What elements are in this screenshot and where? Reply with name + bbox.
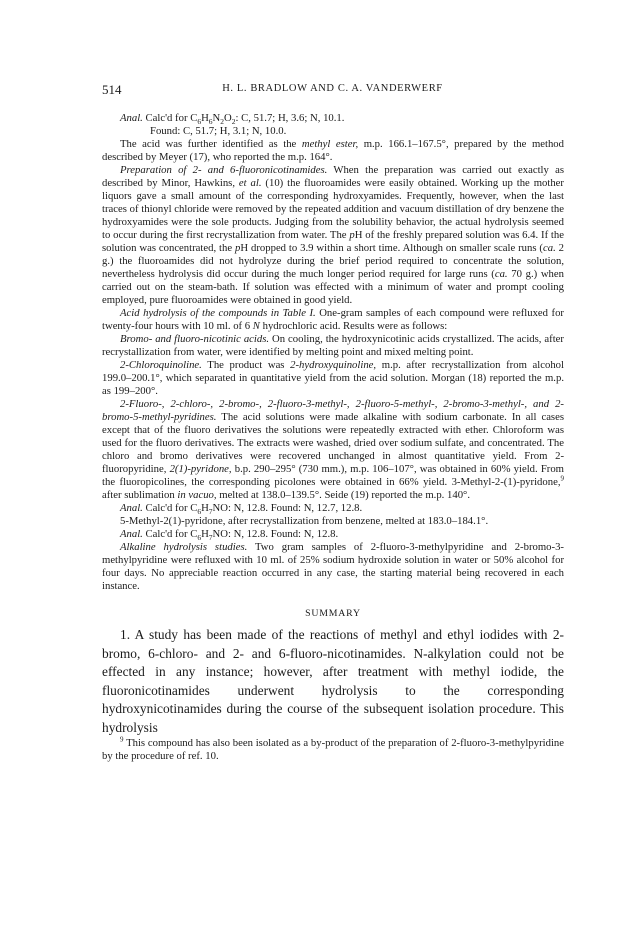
paragraph-pyridines	[102, 398, 564, 502]
italic-text: methyl ester,	[301, 138, 359, 150]
text-run: NO: N, 12.8. Found: N, 12.7, 12.8.	[212, 502, 363, 514]
subscript: 2	[231, 117, 236, 127]
running-title: H. L. BRADLOW AND C. A. VANDERWERF	[222, 83, 443, 94]
paragraph-anal3	[102, 528, 564, 541]
subscript: 7	[208, 533, 213, 543]
italic-text: ca.	[542, 242, 556, 254]
text-run: after sublimation	[102, 489, 178, 501]
text-run: The acid solutions were made alkaline with sodium carbonate. In all cases except that of the fluoro derivatives the solutions were repeatedly extracted with ether. Chloroform was used for the fluoro derivatives. The extracts were washed, dried over sodium sulfate, and concentrated. The chloro and bromo derivatives were recovered unchanged in almost quantitative yield. From 2-fluoropyridine,	[102, 411, 564, 475]
summary-heading: SUMMARY	[305, 608, 361, 619]
text-run: Found: C, 51.7; H, 3.1; N, 10.0.	[150, 125, 287, 137]
italic-text: Anal.	[120, 502, 143, 514]
paragraph-found1	[102, 125, 564, 138]
text-run: One-gram samples of each compound were refluxed for twenty-four hours with 10 ml. of 6	[102, 307, 564, 332]
paragraph-acid-ident	[102, 138, 564, 164]
experimental-section	[102, 112, 564, 593]
italic-text: Bromo- and fluoro-nicotinic acids.	[120, 333, 270, 345]
text-run: The acid was further identified as the	[120, 138, 302, 150]
text-run: H	[201, 502, 209, 514]
paragraph-methylpyridone	[102, 515, 564, 528]
footnote-ref: 9	[560, 474, 564, 483]
subscript: 2	[220, 117, 225, 127]
paragraph-bromo-fluoro	[102, 333, 564, 359]
text-run: Calc'd for C	[142, 528, 198, 540]
italic-text: et al.	[238, 177, 262, 189]
italic-text: Acid hydrolysis of the compounds in Table I.	[120, 307, 316, 319]
text-run: Calc'd for C	[142, 502, 198, 514]
text-run: H of the freshly prepared solution was 6.4. If the solution was concentrated, the	[102, 229, 564, 254]
text-run: 70 g.) when carried out on the steam-bath. If solution was effected with a minimum of water and prompt cooling employed, pure fluoroamides were obtained in good yield.	[102, 268, 564, 306]
paragraph-anal2	[102, 502, 564, 515]
italic-text: p	[349, 229, 355, 241]
paragraph-anal1	[102, 112, 564, 125]
text-run: Two gram samples of 2-fluoro-3-methylpyridine and 2-bromo-3-methylpyridine were refluxed with 10 ml. of 25% sodium hydroxide solution in water or 50% alcohol for four days. No appreciable reaction occurred in any case, the starting material being recovered in each instance.	[102, 541, 564, 592]
text-run: Calc'd for C	[142, 112, 198, 124]
text-run: 5-Methyl-2(1)-pyridone, after recrystallization from benzene, melted at 183.0–184.1°.	[120, 515, 489, 527]
italic-text: N	[252, 320, 260, 332]
text-run: O	[224, 112, 232, 124]
italic-text: 2-Chloroquinoline.	[120, 359, 202, 371]
text-run: b.p. 290–295° (730 mm.), m.p. 106–107°, was obtained in 60% yield. From the fluoropicolines, the corresponding picolones were obtained in 66% yield. 3-Methyl-2-(1)-pyridone,	[102, 463, 564, 488]
text-run: H dropped to 3.9 within a short time. Although on smaller scale runs (	[240, 242, 543, 254]
italic-text: Anal.	[120, 528, 143, 540]
subscript: 7	[208, 507, 213, 517]
text-run: melted at 138.0–139.5°. Seide (19) reported the m.p. 140°.	[216, 489, 470, 501]
paragraph-prep	[102, 164, 564, 307]
italic-text: p	[235, 242, 241, 254]
italic-text: 2-Fluoro-, 2-chloro-, 2-bromo-, 2-fluoro-3-methyl-, 2-fluoro-5-methyl-, 2-bromo-3-methyl-, and 2-bromo-5-methyl-pyridines.	[102, 398, 564, 423]
text-run: N	[212, 112, 221, 124]
text-run: When the preparation was carried out exactly as described by Minor, Hawkins,	[102, 164, 564, 189]
paragraph-acid-hydrolysis	[102, 307, 564, 333]
footnote-marker: 9	[120, 735, 124, 744]
italic-text: Alkaline hydrolysis studies.	[120, 541, 248, 553]
text-run: (10) the fluoroamides were easily obtained. Working up the mother liquors gave a small amount of the corresponding hydroxyamides. Frequently, however, when the last traces of thionyl chloride were removed by the repeated addition and vacuum distillation of dry benzene the hydroxyamides were the sole products. Judging from the solubility behavior, the actual hydrolysis seemed to occur during the first recrystallization from water. The	[102, 177, 564, 241]
text-run: On cooling, the hydroxynicotinic acids crystallized. The acids, after recrystallization from water, were identified by melting point and mixed melting point.	[102, 333, 564, 358]
italic-text: Preparation of 2- and 6-fluoronicotinamides.	[120, 164, 328, 176]
subscript: 6	[197, 507, 202, 517]
italic-text: 2(1)-pyridone,	[169, 463, 232, 475]
italic-text: 2-hydroxyquinoline,	[290, 359, 377, 371]
text-run: hydrochloric acid. Results were as follows:	[259, 320, 448, 332]
subscript: 6	[197, 533, 202, 543]
footnote	[102, 737, 564, 763]
summary-paragraph: 1. A study has been made of the reactions of methyl and ethyl iodides with 2-bromo, 6-chloro- and 2- and 6-fluoro-nicotinamides. N-alkylation could not be effected in any instance; however, after treatment with methyl iodide, the fluoronicotinamides underwent hydrolysis to the corresponding hydroxynicotinamides during the course of the subsequent isolation procedure. This hydrolysis	[102, 627, 564, 735]
italic-text: Anal.	[120, 112, 143, 124]
text-run: 2 g.) the fluoroamides did not hydrolyze during the brief period required to concentrate the solution, nevertheless hydrolysis did occur during the much longer period required for large runs (	[102, 242, 565, 280]
page-number: 514	[102, 82, 122, 97]
paragraph-chloroquinoline	[102, 359, 564, 398]
text-run: The product was	[201, 359, 291, 371]
article-body	[102, 112, 564, 763]
footnote-text: This compound has also been isolated as a by-product of the preparation of 2-fluoro-3-methylpyridine by the procedure of ref. 10.	[102, 737, 564, 762]
text-run: H	[201, 112, 209, 124]
italic-text: ca.	[494, 268, 508, 280]
text-run: NO: N, 12.8. Found: N, 12.8.	[212, 528, 339, 540]
italic-text: in vacuo,	[177, 489, 217, 501]
page-header	[102, 82, 563, 96]
paragraph-alkaline	[102, 541, 564, 593]
text-run: m.p. 166.1–167.5°, prepared by the method described by Meyer (17), who reported the m.p. 164°.	[102, 138, 564, 163]
text-run: : C, 51.7; H, 3.6; N, 10.1.	[235, 112, 345, 124]
subscript: 6	[208, 117, 213, 127]
text-run: H	[201, 528, 209, 540]
subscript: 6	[197, 117, 202, 127]
text-run: m.p. after recrystallization from alcohol 199.0–200.1°, which separated in quantitative yield from the acid solution. Morgan (18) reported the m.p. as 199–200°.	[102, 359, 564, 397]
